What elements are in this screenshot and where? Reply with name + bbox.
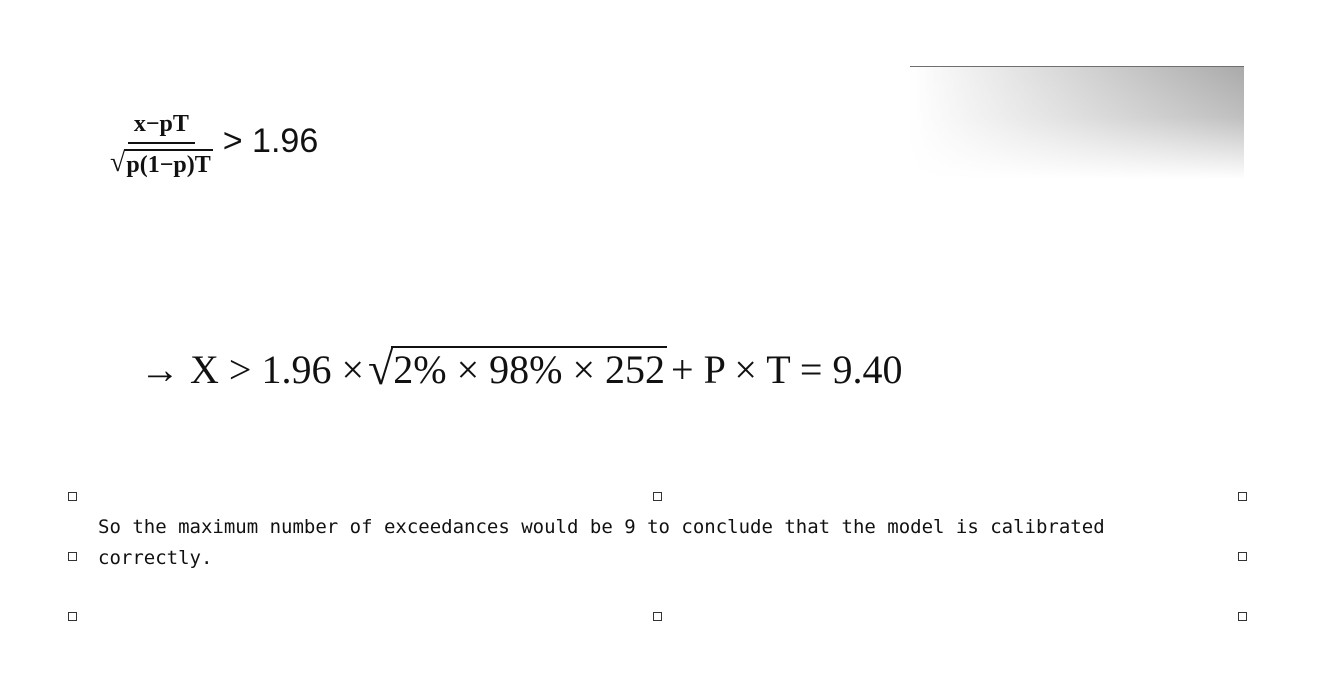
inequality-relation: > 1.96: [222, 122, 319, 160]
square-root-icon: √: [110, 147, 126, 178]
radicand: p(1−p)T: [124, 149, 212, 177]
resize-handle-bottom-middle[interactable]: [653, 612, 662, 621]
fraction-denominator: [110, 144, 213, 177]
decorative-shadow: [910, 66, 1244, 179]
resize-handle-top-right[interactable]: [1238, 492, 1247, 501]
result-formula-right: + P × T = 9.40: [671, 347, 903, 392]
fraction-formula: [110, 110, 318, 177]
fraction-numerator: x−pT: [128, 110, 195, 144]
resize-handle-top-middle[interactable]: [653, 492, 662, 501]
resize-handle-bottom-right[interactable]: [1238, 612, 1247, 621]
resize-handle-bottom-left[interactable]: [68, 612, 77, 621]
resize-handle-middle-left[interactable]: [68, 552, 77, 561]
result-formula: [140, 343, 903, 394]
result-square-root: [368, 343, 667, 394]
result-formula-left: → X > 1.96 ×: [140, 347, 365, 392]
resize-handle-middle-right[interactable]: [1238, 552, 1247, 561]
resize-handle-top-left[interactable]: [68, 492, 77, 501]
fraction: [110, 110, 213, 177]
result-radicand: 2% × 98% × 252: [393, 347, 666, 392]
square-root-icon: √: [368, 343, 394, 394]
conclusion-paragraph[interactable]: So the maximum number of exceedances would be 9 to conclude that the model is calibrated correctly.: [98, 516, 1117, 569]
